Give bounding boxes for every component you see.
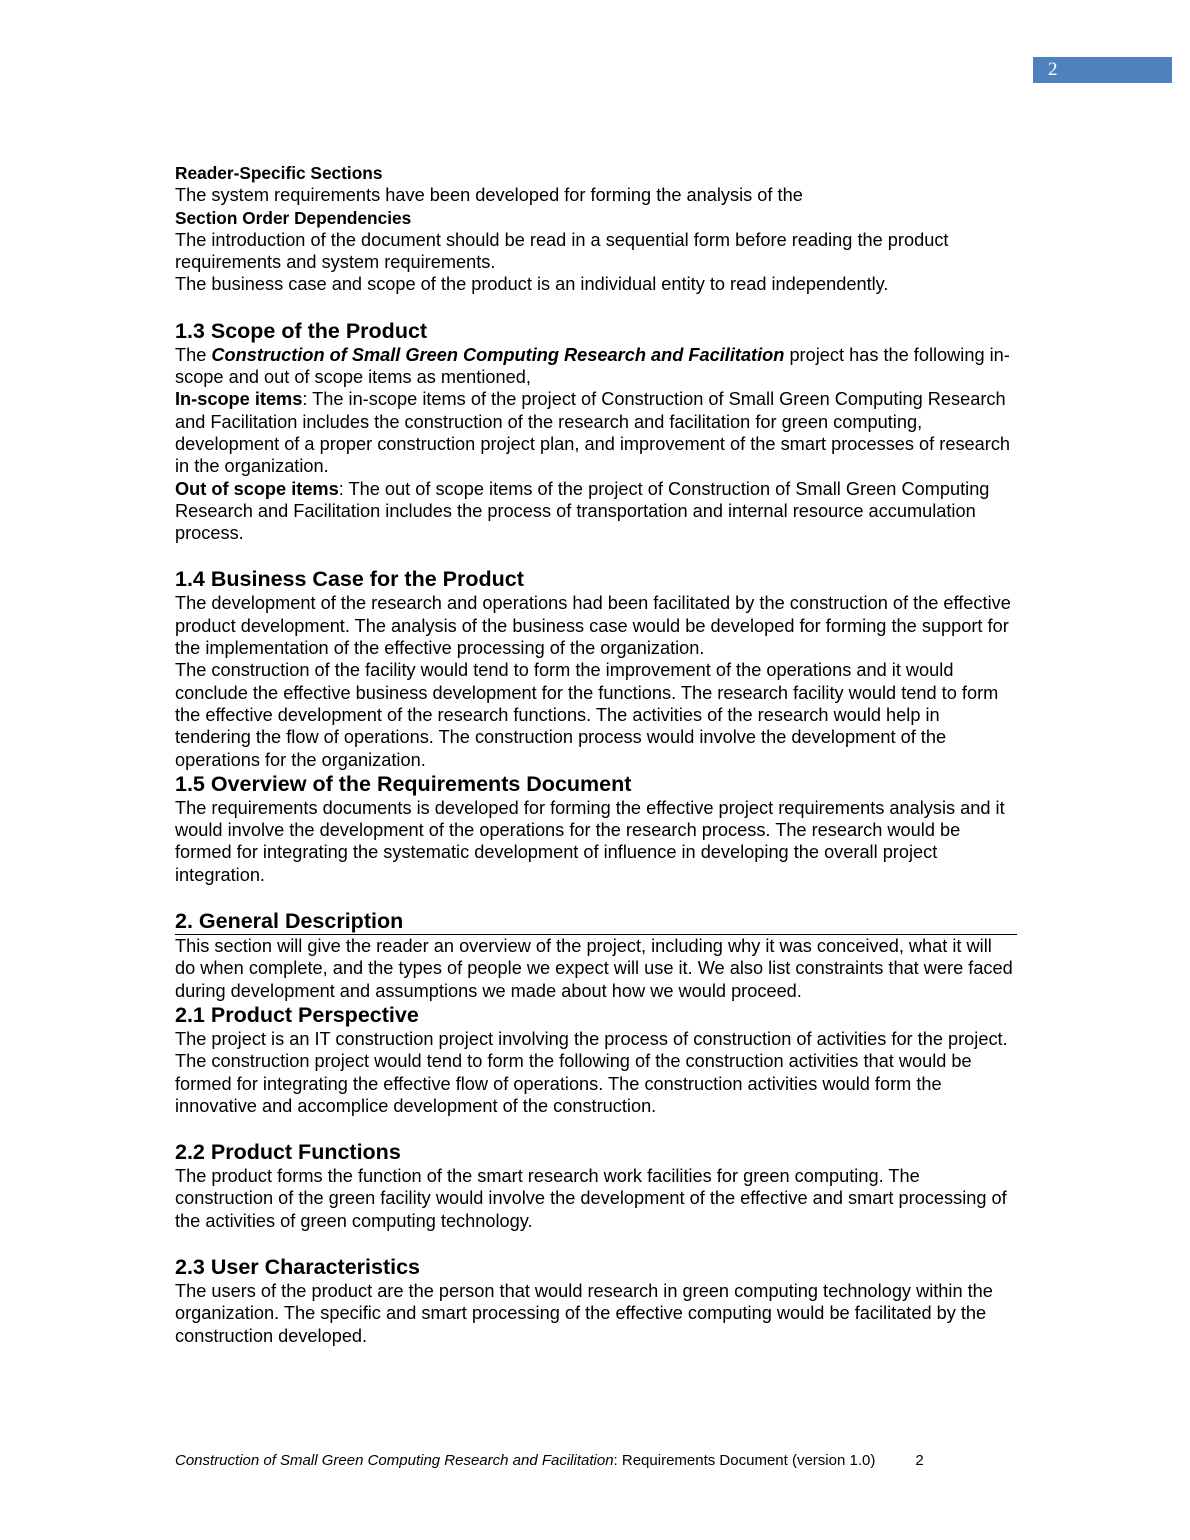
overview-heading: 1.5 Overview of the Requirements Document	[175, 771, 632, 796]
section-order-heading: Section Order Dependencies	[175, 207, 412, 228]
out-of-scope-paragraph: Out of scope items: The out of scope items of the project of Construction of Small Green Computing Research and Facilitation includes the process of transportation and internal resource accumulation process.	[175, 478, 990, 544]
reader-specific-text: The system requirements have been developed for forming the analysis of the	[175, 185, 803, 206]
business-case-paragraph-2: The construction of the facility would tend to form the improvement of the operations and it would conclude the effective business development for the functions. The research facility would tend to form the effective development of the research functions. The activities of the research would help in tendering the flow of operations. The construction process would involve the development of the operations for the organization.	[175, 660, 999, 770]
user-characteristics-heading: 2.3 User Characteristics	[175, 1254, 421, 1279]
footer-page-number: 2	[915, 1452, 924, 1469]
business-case-paragraph-1: The development of the research and operations had been facilitated by the construction of the effective product development. The analysis of the business case would be developed for forming the support for the implementation of the effective processing of the organization.	[175, 593, 1011, 659]
section-order-paragraph-1: The introduction of the document should be read in a sequential form before reading the product requirements and system requirements.	[175, 229, 949, 273]
product-perspective-paragraph: The project is an IT construction project involving the process of construction of activities for the project. The construction project would tend to form the following of the construction activities that would be formed for integrating the effective flow of operations. The construction activities would form the innovative and accomplice development of the construction.	[175, 1028, 1008, 1116]
general-description-paragraph: This section will give the reader an overview of the project, including why it was conceived, what it will do when complete, and the types of people we expect will use it. We also list constraints that were faced during development and assumptions we made about how we would proceed.	[175, 936, 1013, 1001]
section-order-paragraph-2: The business case and scope of the product is an individual entity to read independently.	[175, 274, 889, 295]
product-functions-paragraph: The product forms the function of the smart research work facilities for green computing. The construction of the green facility would involve the development of the effective and smart processing of the activities of green computing technology.	[175, 1166, 1007, 1231]
document-body	[175, 162, 1017, 1347]
reader-specific-heading: Reader-Specific Sections	[175, 163, 383, 183]
out-of-scope-label: Out of scope items	[175, 478, 339, 499]
footer-document-title: Construction of Small Green Computing Research and Facilitation	[175, 1452, 614, 1469]
user-characteristics-paragraph: The users of the product are the person that would research in green computing technology within the organization. The specific and smart processing of the effective computing would be facilitated by the construction developed.	[175, 1280, 993, 1346]
scope-intro: The Construction of Small Green Computing Research and Facilitation project has the following in-scope and out of scope items as mentioned,	[175, 344, 1010, 388]
general-description-heading: 2. General Description	[175, 908, 1017, 935]
in-scope-label: In-scope items	[175, 389, 303, 410]
in-scope-paragraph: In-scope items: The in-scope items of the project of Construction of Small Green Computing Research and Facilitation includes the construction of the research and facilitation for green computing, development of a proper construction project plan, and improvement of the smart processes of research in the organization.	[175, 389, 1011, 477]
page-footer	[175, 1451, 924, 1471]
header-page-number: 2	[1033, 57, 1172, 83]
product-perspective-heading: 2.1 Product Perspective	[175, 1002, 419, 1027]
scope-heading: 1.3 Scope of the Product	[175, 318, 428, 343]
product-functions-heading: 2.2 Product Functions	[175, 1140, 401, 1165]
footer-document-subtitle: : Requirements Document (version 1.0)	[613, 1452, 876, 1469]
overview-paragraph: The requirements documents is developed for forming the effective project requirements analysis and it would involve the development of the operations for the research process. The research would be formed for integrating the systematic development of influence in developing the overall project integration.	[175, 797, 1005, 885]
business-case-heading: 1.4 Business Case for the Product	[175, 567, 524, 592]
project-name-emphasis: Construction of Small Green Computing Research and Facilitation	[211, 344, 785, 365]
